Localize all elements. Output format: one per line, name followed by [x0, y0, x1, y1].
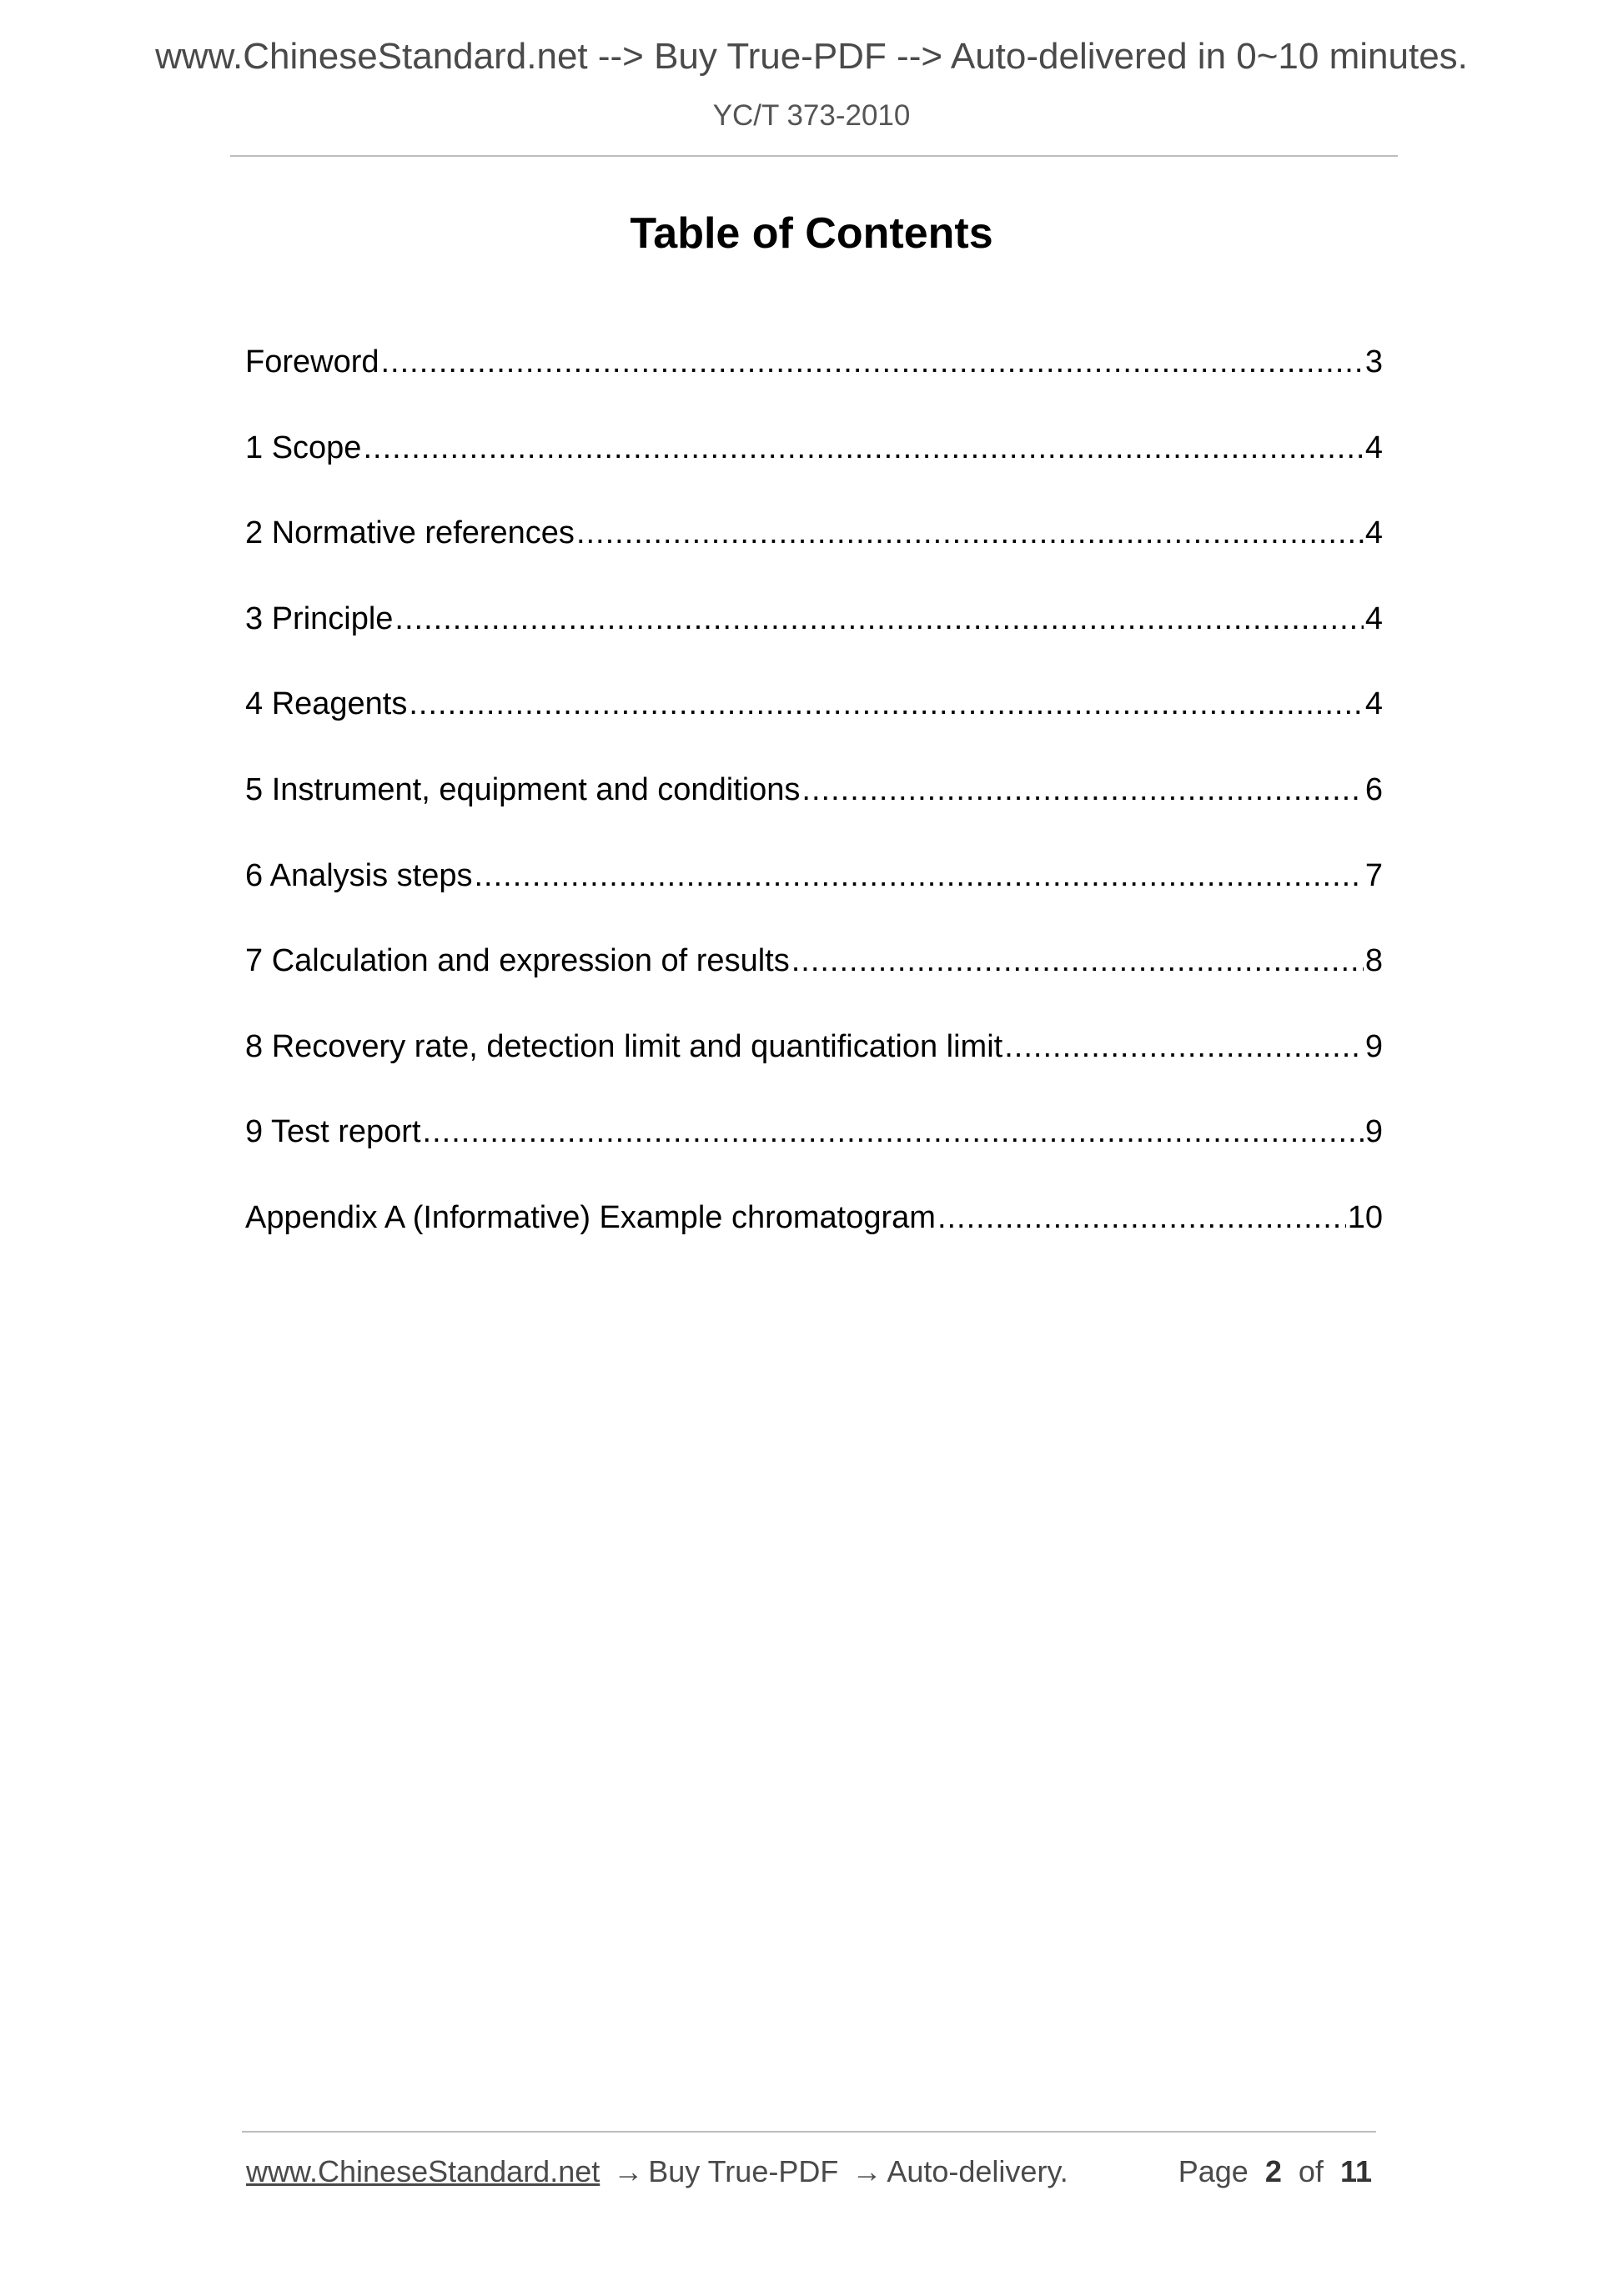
toc-entry-page: 9 [1364, 1028, 1383, 1064]
footer-delivery-text: Auto-delivery. [887, 2154, 1068, 2188]
toc-dot-leader [1004, 1027, 1364, 1067]
toc-entry-page: 10 [1347, 1199, 1383, 1235]
toc-entry-label: 5 Instrument, equipment and conditions [245, 771, 801, 807]
toc-title: Table of Contents [630, 209, 993, 258]
page-footer [246, 2152, 1372, 2192]
toc-entry-page: 4 [1364, 515, 1383, 551]
footer-site-link[interactable]: www.ChineseStandard.net [246, 2154, 600, 2188]
toc-entry-label: 4 Reagents [245, 686, 408, 722]
toc-dot-leader [576, 513, 1364, 553]
arrow-right-icon: → [852, 2154, 882, 2188]
toc-entry-reagents[interactable] [245, 684, 1383, 770]
toc-dot-leader [394, 599, 1363, 639]
toc-entry-label: 1 Scope [245, 430, 362, 465]
arrow-right-icon: → [613, 2154, 644, 2188]
toc-dot-leader [474, 856, 1363, 896]
toc-entry-scope[interactable] [245, 428, 1383, 514]
toc-entry-calculation[interactable] [245, 941, 1383, 1027]
toc-entry-label: Appendix A (Informative) Example chromatogram [245, 1199, 936, 1235]
toc-list [245, 342, 1383, 1284]
toc-entry-label: 7 Calculation and expression of results [245, 943, 790, 979]
page-word: Page [1178, 2154, 1249, 2188]
footer-buy-text: Buy True-PDF [648, 2154, 839, 2188]
toc-entry-instrument[interactable] [245, 770, 1383, 856]
toc-entry-page: 6 [1364, 771, 1383, 807]
footer-divider [242, 2131, 1376, 2133]
header-divider [230, 155, 1398, 157]
toc-entry-page: 8 [1364, 943, 1383, 979]
toc-entry-recovery-rate[interactable] [245, 1027, 1383, 1113]
toc-entry-label: Foreword [245, 344, 379, 379]
toc-dot-leader [409, 684, 1363, 724]
toc-entry-page: 9 [1364, 1114, 1383, 1150]
toc-entry-label: 6 Analysis steps [245, 857, 473, 893]
page-indicator [1178, 2152, 1372, 2192]
toc-dot-leader [801, 770, 1363, 810]
toc-dot-leader [381, 342, 1364, 382]
toc-dot-leader [363, 428, 1363, 468]
top-banner: www.ChineseStandard.net --> Buy True-PDF --> Auto-delivered in 0~10 minutes. [155, 36, 1468, 77]
toc-entry-page: 3 [1364, 344, 1383, 379]
standard-number: YC/T 373-2010 [712, 99, 911, 132]
toc-entry-label: 9 Test report [245, 1114, 421, 1150]
toc-entry-label: 2 Normative references [245, 515, 575, 551]
toc-entry-page: 4 [1364, 430, 1383, 465]
current-page-number: 2 [1264, 2154, 1282, 2188]
toc-entry-page: 7 [1364, 857, 1383, 893]
toc-entry-page: 4 [1364, 686, 1383, 722]
toc-dot-leader [937, 1198, 1346, 1238]
toc-entry-appendix-a[interactable] [245, 1198, 1383, 1284]
total-pages-number: 11 [1339, 2154, 1372, 2188]
toc-entry-page: 4 [1364, 600, 1383, 636]
toc-entry-label: 3 Principle [245, 600, 394, 636]
toc-entry-label: 8 Recovery rate, detection limit and quantification limit [245, 1028, 1003, 1064]
toc-entry-normative-references[interactable] [245, 513, 1383, 599]
toc-dot-leader [791, 941, 1364, 981]
toc-entry-principle[interactable] [245, 599, 1383, 685]
footer-left [246, 2152, 1068, 2192]
of-word: of [1298, 2154, 1324, 2188]
toc-entry-test-report[interactable] [245, 1112, 1383, 1198]
toc-entry-foreword[interactable] [245, 342, 1383, 428]
toc-entry-analysis-steps[interactable] [245, 856, 1383, 942]
toc-dot-leader [423, 1112, 1364, 1152]
